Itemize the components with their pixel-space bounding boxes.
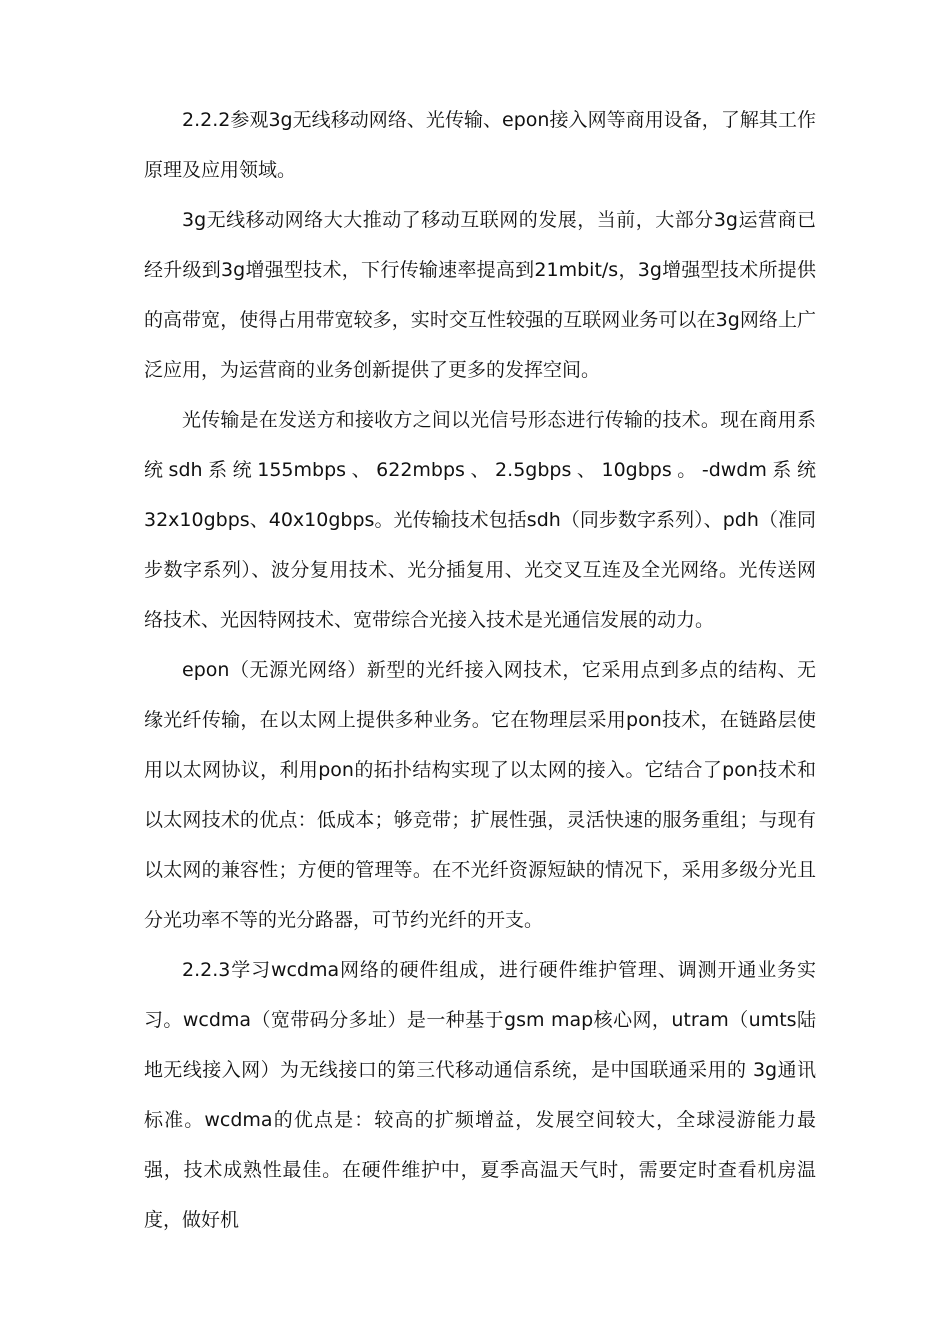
paragraph-3: 光传输是在发送方和接收方之间以光信号形态进行传输的技术。现在商用系统sdh系统155mbps、622mbps、2.5gbps、10gbps。-dwdm系统32x10gbps、40x10gbps。光传输技术包括sdh（同步数字系列）、pdh（准同步数字系列）、波分复用技术、光分插复用、光交叉互连及全光网络。光传送网络技术、光因特网技术、宽带综合光接入技术是光通信发展的动力。 — [144, 409, 816, 631]
paragraph-2: 3g无线移动网络大大推动了移动互联网的发展，当前，大部分3g运营商已经升级到3g增强型技术，下行传输速率提高到21mbit/s，3g增强型技术所提供的高带宽，使得占用带宽较多，实时交互性较强的互联网业务可以在3g网络上广泛应用，为运营商的业务创新提供了更多的发挥空间。 — [144, 209, 816, 381]
document-body — [144, 95, 816, 1245]
paragraph-1: 2.2.2参观3g无线移动网络、光传输、epon接入网等商用设备，了解其工作原理及应用领域。 — [144, 109, 816, 181]
paragraph-5: 2.2.3学习wcdma网络的硬件组成，进行硬件维护管理、调测开通业务实习。wcdma（宽带码分多址）是一种基于gsm map核心网，utram（umts陆地无线接入网）为无线接口的第三代移动通信系统，是中国联通采用的 3g通讯标准。wcdma的优点是：较高的扩频增益，发展空间较大，全球浸游能力最强，技术成熟性最佳。在硬件维护中，夏季高温天气时，需要定时查看机房温度，做好机 — [144, 959, 816, 1231]
paragraph-4: epon（无源光网络）新型的光纤接入网技术，它采用点到多点的结构、无缘光纤传输，在以太网上提供多种业务。它在物理层采用pon技术，在链路层使用以太网协议，利用pon的拓扑结构实现了以太网的接入。它结合了pon技术和以太网技术的优点：低成本；够竞带；扩展性强，灵活快速的服务重组；与现有以太网的兼容性；方便的管理等。在不光纤资源短缺的情况下，采用多级分光且分光功率不等的光分路器，可节约光纤的开支。 — [144, 659, 816, 931]
